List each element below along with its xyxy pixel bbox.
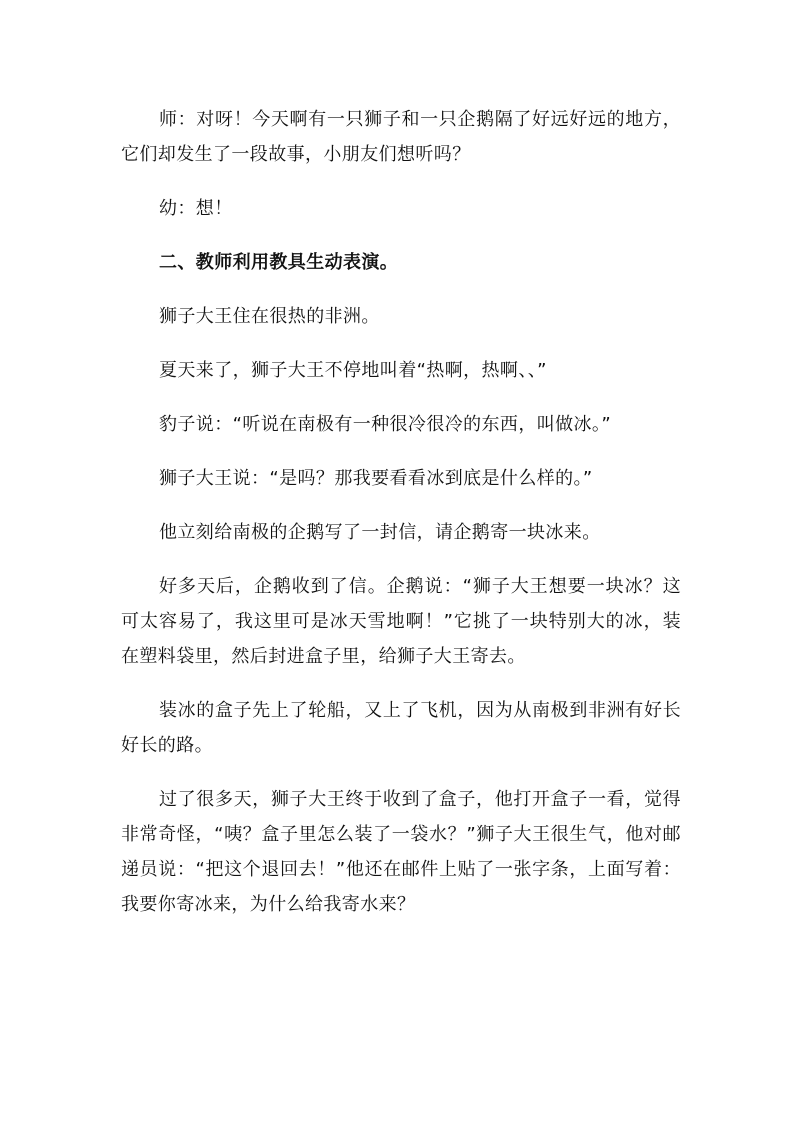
paragraph-penguin-reply: 好多天后，企鹅收到了信。企鹅说：“狮子大王想要一块冰？这可太容易了，我这里可是冰天雪地啊！”它挑了一块特别大的冰，装在塑料袋里，然后封进盒子里，给狮子大王寄去。 xyxy=(121,576,681,667)
paragraph-letter: 他立刻给南极的企鹅写了一封信，请企鹅寄一块冰来。 xyxy=(159,522,601,543)
paragraph-teacher-intro: 师：对呀！今天啊有一只狮子和一只企鹅隔了好远好远的地方，它们却发生了一段故事，小朋友们想听吗？ xyxy=(121,109,681,165)
paragraph-shipping: 装冰的盒子先上了轮船，又上了飞机，因为从南极到非洲有好长好长的路。 xyxy=(121,700,681,756)
paragraph-lion-africa: 狮子大王住在很热的非洲。 xyxy=(159,306,380,327)
paragraph-children-reply: 幼：想！ xyxy=(159,198,233,219)
paragraph-leopard-says: 豹子说：“听说在南极有一种很冷很冷的东西，叫做冰。” xyxy=(159,414,612,435)
section-heading: 二、教师利用教具生动表演。 xyxy=(159,252,399,273)
document-body xyxy=(121,102,681,941)
paragraph-summer-hot: 夏天来了，狮子大王不停地叫着“热啊，热啊、、” xyxy=(159,360,547,381)
paragraph-lion-says: 狮子大王说：“是吗？那我要看看冰到底是什么样的。” xyxy=(159,468,593,489)
paragraph-water-box: 过了很多天，狮子大王终于收到了盒子，他打开盒子一看，觉得非常奇怪，“咦？盒子里怎么装了一袋水？”狮子大王很生气，他对邮递员说：“把这个退回去！”他还在邮件上贴了一张字条，上面写着：我要你寄冰来，为什么给我寄水来？ xyxy=(121,789,681,915)
